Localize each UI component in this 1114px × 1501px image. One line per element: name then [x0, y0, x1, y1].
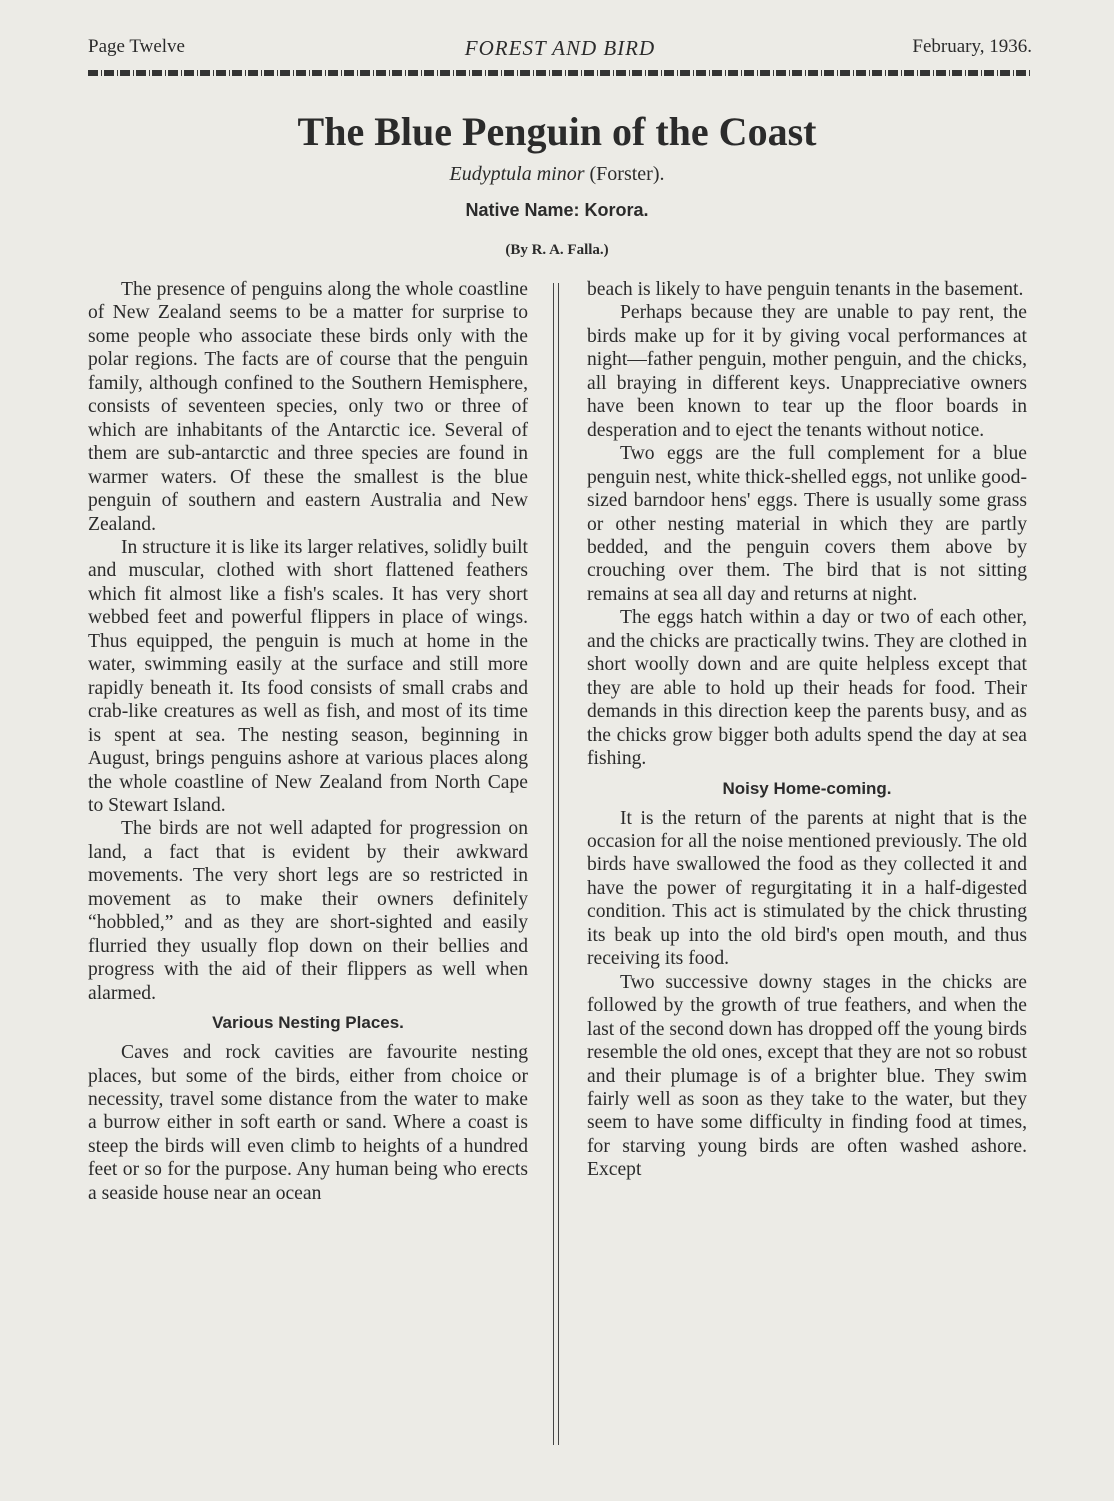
scientific-name-line — [0, 163, 1114, 186]
paragraph: The eggs hatch within a day or two of each other, and the chicks are practically twins. They are clothed in short woolly down and are quite helpless except that they are able to hold up their heads for food. Their demands in this direction keep the parents busy, and as the chicks grow bigger both adults spend the day at sea fishing. — [587, 607, 1027, 770]
paragraph: The birds are not well adapted for progression on land, a fact that is evident by their awkward movements. The very short legs are so restricted in movement as to make their owners definitely “hobbled,” and as they are short-sighted and easily flurried they usually flop down on their bellies and progress with the aid of their flippers as well when alarmed. — [88, 818, 528, 1004]
right-column — [587, 278, 1027, 1182]
native-name: Native Name: Korora. — [465, 200, 649, 220]
scientific-author: (Forster). — [589, 163, 665, 185]
page-header — [88, 36, 1032, 64]
section-heading: Noisy Home-coming. — [722, 778, 892, 798]
page-number: Page Twelve — [88, 36, 185, 57]
column-divider — [553, 283, 559, 1445]
article-title: The Blue Penguin of the Coast — [297, 109, 817, 154]
publication-title: FOREST AND BIRD — [464, 36, 656, 60]
paragraph: Caves and rock cavities are favourite nesting places, but some of the birds, either from choice or necessity, travel some distance from the water to make a burrow either in soft earth or sand. Where a coast is steep the birds will even climb to heights of a hundred feet or so for the purpose. Any human being who erects a seaside house near an ocean — [88, 1042, 528, 1204]
paragraph: Two eggs are the full complement for a blue penguin nest, white thick-shelled eggs, not unlike good-sized barndoor hens' eggs. There is usually some grass or other nesting material in which they are partly bedded, and the penguin covers them above by crouching over them. The bird that is not sitting remains at sea all day and returns at night. — [587, 443, 1027, 605]
paragraph: In structure it is like its larger relatives, solidly built and muscular, clothed with short flattened feathers which fit almost like a fish's scales. It has very short webbed feet and powerful flippers in place of wings. Thus equipped, the penguin is much at home in the water, swimming easily at the surface and still more rapidly beneath it. Its food consists of small crabs and crab-like creatures as well as fish, and most of its time is spent at sea. The nesting season, beginning in August, brings penguins ashore at various places along the whole coastline of New Zealand from North Cape to Stewart Island. — [88, 536, 528, 816]
paragraph: The presence of penguins along the whole coastline of New Zealand seems to be a matter for surprise to some people who associate these birds only with the polar regions. The facts are of course that the penguin family, although confined to the Southern Hemisphere, consists of seventeen species, only two or three of which are inhabitants of the Antarctic ice. Several of them are sub-antarctic and three species are found in warmer waters. Of these the smallest is the blue penguin of southern and eastern Australia and New Zealand. — [88, 279, 528, 535]
paragraph: It is the return of the parents at night that is the occasion for all the noise mentioned previously. The old birds have swallowed the food as they collected it and have the power of regurgitating it in a half-digested condition. This act is stimulated by the chick thrusting its beak up into the old bird's open mouth, and thus receiving its food. — [587, 807, 1027, 970]
paragraph: Perhaps because they are unable to pay rent, the birds make up for it by giving vocal performances at night—father penguin, mother penguin, and the chicks, all braying in different keys. Unappreciative owners have been known to tear up the floor boards in desperation and to eject the tenants without notice. — [587, 302, 1027, 441]
paragraph: Two successive downy stages in the chicks are followed by the growth of true feathers, and when the last of the second down has dropped off the young birds resemble the old ones, except that they are not so robust and their plumage is of a brighter blue. They swim fairly well as soon as they take to the water, but they seem to have some difficulty in finding food at times, for starving young birds are often washed ashore. Except — [587, 971, 1027, 1181]
issue-date: February, 1936. — [912, 36, 1032, 57]
header-rule — [88, 70, 1032, 76]
section-heading: Various Nesting Places. — [212, 1013, 404, 1033]
byline: (By R. A. Falla.) — [505, 242, 609, 258]
scientific-name: Eudyptula minor — [449, 163, 585, 185]
paragraph: beach is likely to have penguin tenants in the basement. — [587, 279, 1024, 300]
left-column — [88, 278, 528, 1205]
